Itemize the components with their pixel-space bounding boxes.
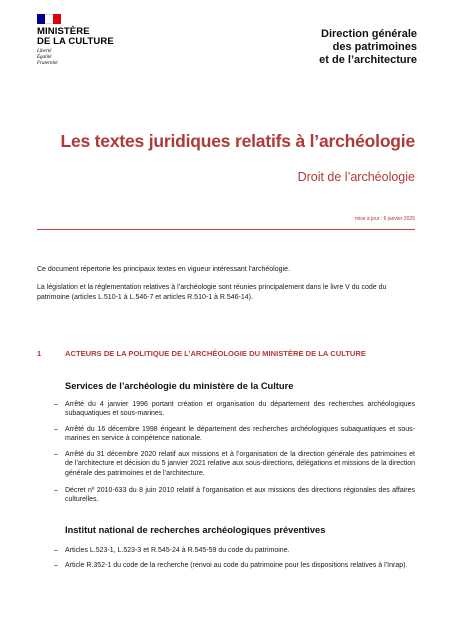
french-flag-icon — [37, 14, 61, 24]
bullet-dash: – — [54, 547, 58, 554]
list-item-text: Décret nº 2010-633 du 8 juin 2010 relatif à l’organisation et aux missions des directions régionales des affaires culturelles. — [65, 487, 415, 504]
list-item — [54, 450, 415, 478]
intro-paragraph: Ce document répertorie les principaux textes en vigueur intéressant l’archéologie. — [37, 266, 290, 273]
list-item — [54, 400, 415, 419]
section-title: ACTEURS DE LA POLITIQUE DE L’ARCHÉOLOGIE DU MINISTÈRE DE LA CULTURE — [65, 349, 366, 358]
document-subtitle: Droit de l’archéologie — [297, 170, 415, 184]
list-item-text: Arrêté du 4 janvier 1996 portant création et organisation du département des recherches archéologiques subaquatiques et sous-marines. — [65, 401, 415, 418]
ministry-name: MINISTÈRE DE LA CULTURE — [37, 26, 114, 47]
section-number: 1 — [37, 349, 42, 358]
list-item — [54, 425, 415, 444]
list-item-text: Arrêté du 16 décembre 1998 érigeant le département des recherches archéologiques subaquatiques et sous-marines en service à compétence nationale. — [65, 426, 415, 443]
list-item-text: Article R.352-1 du code de la recherche (renvoi au code du patrimoine pour les dispositions relatives à l’Inrap). — [65, 562, 408, 569]
subsection-title: Institut national de recherches archéologiques préventives — [65, 525, 326, 535]
list-item-text: Articles L.523-1, L.523-3 et R.545-24 à R.545-59 du code du patrimoine. — [65, 547, 290, 554]
section-heading — [37, 349, 415, 358]
intro-paragraph: La législation et la réglementation relatives à l’archéologie sont réunies principalement dans le livre V du code du patrimoine (articles L.510-1 à L.546-7 et articles R.510-1 à R.546-14). — [37, 284, 387, 301]
list-item — [54, 486, 415, 505]
subsection-title: Services de l’archéologie du ministère de la Culture — [65, 381, 294, 391]
republic-motto: Liberté Égalité Fraternité — [37, 49, 58, 66]
bullet-dash: – — [54, 487, 58, 494]
direction-name: Direction générale des patrimoines et de l’architecture — [319, 28, 417, 66]
ministry-logo — [37, 14, 114, 67]
list-item — [54, 546, 415, 555]
list-item-text: Arrêté du 31 décembre 2020 relatif aux missions et à l’organisation de la direction générale des patrimoines et de l’architecture et décision du 5 janvier 2021 relative aux sous-directions, délégations et missions de la direction générale des patrimoines et de l’architecture. — [65, 451, 415, 477]
bullet-dash: – — [54, 562, 58, 569]
update-date: mise à jour : 6 janvier 2025 — [354, 216, 415, 222]
bullet-dash: – — [54, 401, 58, 408]
title-divider — [37, 229, 415, 230]
document-title: Les textes juridiques relatifs à l’archéologie — [60, 131, 415, 151]
bullet-dash: – — [54, 451, 58, 458]
list-item — [54, 561, 415, 570]
bullet-dash: – — [54, 426, 58, 433]
